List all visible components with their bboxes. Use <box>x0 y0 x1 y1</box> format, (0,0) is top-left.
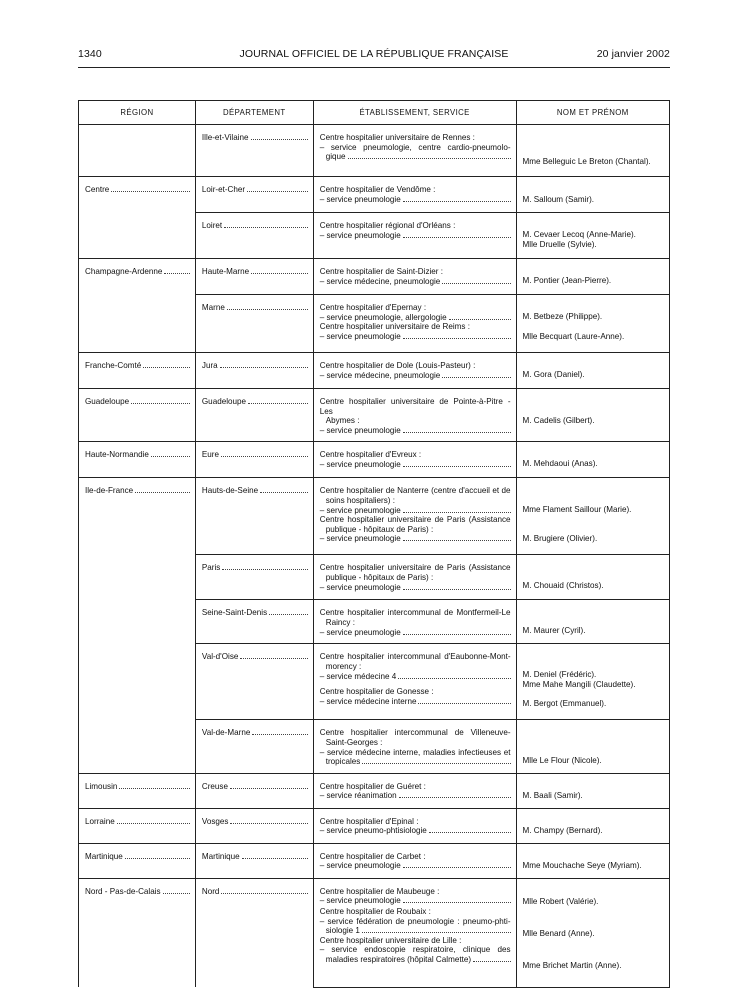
etablissement-cell <box>313 259 516 295</box>
departement-label: Loiret <box>201 221 223 230</box>
departement-label: Paris <box>201 563 221 573</box>
service-line: – service médecine interne, maladies infectieuses et <box>319 747 511 757</box>
departement-cell <box>195 773 313 808</box>
person-name: M. Maurer (Cyril). <box>522 626 586 636</box>
etablissement-line: publique - hôpitaux de Paris) : <box>325 524 434 534</box>
service-line: – service médecine 4 <box>319 671 397 681</box>
etablissement-line: Abymes : <box>325 416 360 426</box>
person-name: Mlle Becquart (Laure-Anne). <box>522 332 625 341</box>
etablissement-cell <box>313 295 516 353</box>
etablissement-line: Centre hospitalier universitaire de Paris (Assistance <box>319 515 511 525</box>
service-line: siologie 1 <box>325 926 360 936</box>
person-name: Mme Belleguic Le Breton (Chantal). <box>522 157 651 166</box>
table-row <box>79 478 670 555</box>
service-line: – service pneumologie, allergologie <box>319 312 447 322</box>
etablissement-cell <box>313 442 516 478</box>
etablissement-line: Centre hospitalier de Roubaix : <box>319 906 431 916</box>
etablissement-cell <box>313 843 516 878</box>
service-line: – service pneumologie <box>319 896 401 906</box>
departement-label: Vosges <box>201 816 229 826</box>
region-cell <box>79 808 196 843</box>
service-line: – service fédération de pneumologie : pneumo-phti- <box>319 916 511 926</box>
header-rule <box>78 67 670 68</box>
etablissement-line: Centre hospitalier d'Epernay : <box>319 303 427 312</box>
region-label: Nord - Pas-de-Calais <box>85 886 161 896</box>
person-name: M. Gora (Daniel). <box>522 370 585 379</box>
nom-cell <box>516 125 669 177</box>
region-label: Champagne-Ardenne <box>85 267 163 276</box>
person-name: Mme Brichet Martin (Anne). <box>522 960 622 970</box>
table-row <box>79 878 670 987</box>
etablissement-cell <box>313 389 516 442</box>
service-line: – service pneumologie <box>319 194 401 204</box>
col-header-departement: DÉPARTEMENT <box>195 101 313 125</box>
region-cell <box>79 843 196 878</box>
departement-cell <box>195 878 313 987</box>
etablissement-cell <box>313 600 516 644</box>
table-row <box>79 259 670 295</box>
service-line: – service médecine interne <box>319 696 417 706</box>
person-name: Mlle Druelle (Sylvie). <box>522 240 597 249</box>
departement-label: Creuse <box>201 781 228 791</box>
etablissement-line: Centre hospitalier d'Epinal : <box>319 816 419 826</box>
region-label: Franche-Comté <box>85 361 142 370</box>
etablissement-line: Centre hospitalier de Nanterre (centre d'accueil et de <box>319 486 511 496</box>
person-name: M. Pontier (Jean-Pierre). <box>522 276 612 285</box>
person-name: M. Deniel (Frédéric). <box>522 670 597 680</box>
service-line: – service pneumologie <box>319 505 401 515</box>
etablissement-cell <box>313 555 516 600</box>
region-cell <box>79 125 196 177</box>
etablissement-line: Centre hospitalier universitaire de Lille : <box>319 935 462 945</box>
nom-cell <box>516 720 669 773</box>
nom-cell <box>516 213 669 259</box>
departement-cell <box>195 353 313 389</box>
etablissement-cell <box>313 878 516 987</box>
service-line: – service endoscopie respiratoire, clinique des <box>319 945 511 955</box>
etablissement-cell <box>313 478 516 555</box>
etablissement-cell <box>313 773 516 808</box>
table-row <box>79 125 670 177</box>
etablissement-line: Centre hospitalier intercommunal de Montfermeil-Le <box>319 608 511 618</box>
region-cell <box>79 389 196 442</box>
service-line: – service pneumologie <box>319 331 401 341</box>
nom-cell <box>516 478 669 555</box>
service-line: – service pneumologie <box>319 459 401 469</box>
departement-cell <box>195 213 313 259</box>
person-name: M. Baali (Samir). <box>522 790 583 800</box>
departement-label: Loir-et-Cher <box>201 185 246 194</box>
service-line: – service médecine, pneumologie <box>319 370 441 380</box>
publication-date: 20 janvier 2002 <box>596 48 670 60</box>
person-name: M. Betbeze (Philippe). <box>522 312 603 321</box>
departement-cell <box>195 125 313 177</box>
departement-label: Marne <box>201 303 225 312</box>
nom-cell <box>516 389 669 442</box>
service-line: maladies respiratoires (hôpital Calmette) <box>325 954 472 964</box>
nom-cell <box>516 843 669 878</box>
service-line: – service réanimation <box>319 791 397 801</box>
etablissement-line: Centre hospitalier de Vendôme : <box>319 185 436 194</box>
etablissement-cell <box>313 177 516 213</box>
person-name: Mme Mahe Mangili (Claudette). <box>522 680 636 690</box>
departement-cell <box>195 177 313 213</box>
table-row <box>79 843 670 878</box>
nom-cell <box>516 644 669 720</box>
region-cell <box>79 177 196 259</box>
departement-cell <box>195 644 313 720</box>
etablissement-cell <box>313 353 516 389</box>
table-row <box>79 808 670 843</box>
table-row <box>79 177 670 213</box>
region-label: Guadeloupe <box>85 397 130 406</box>
region-label: Haute-Normandie <box>85 450 149 460</box>
etablissement-cell <box>313 125 516 177</box>
region-cell <box>79 442 196 478</box>
departement-label: Martinique <box>201 851 240 861</box>
person-name: M. Salloum (Samir). <box>522 195 595 204</box>
departement-cell <box>195 478 313 555</box>
etablissement-cell <box>313 720 516 773</box>
nom-cell <box>516 555 669 600</box>
col-header-nom: NOM ET PRÉNOM <box>516 101 669 125</box>
departement-label: Val-d'Oise <box>201 652 239 662</box>
page-number: 1340 <box>78 48 102 60</box>
person-name: M. Bergot (Emmanuel). <box>522 699 607 709</box>
region-label: Limousin <box>85 781 118 791</box>
etablissement-line: Saint-Georges : <box>325 737 383 747</box>
region-label: Martinique <box>85 851 123 861</box>
etablissement-cell <box>313 644 516 720</box>
service-line: – service pneumologie, centre cardio-pneumolo- <box>319 142 511 152</box>
region-cell <box>79 259 196 353</box>
nom-cell <box>516 177 669 213</box>
departement-label: Seine-Saint-Denis <box>201 608 268 618</box>
etablissement-line: Centre hospitalier de Carbet : <box>319 851 426 861</box>
service-line: – service pneumologie <box>319 230 401 240</box>
region-label: Ile-de-France <box>85 486 134 496</box>
departement-label: Hauts-de-Seine <box>201 486 259 496</box>
nom-cell <box>516 259 669 295</box>
departement-cell <box>195 389 313 442</box>
departement-label: Nord <box>201 886 220 896</box>
service-line: – service pneumologie <box>319 534 401 544</box>
person-name: M. Chouaid (Christos). <box>522 581 604 591</box>
etablissement-line: Centre hospitalier régional d'Orléans : <box>319 221 456 230</box>
departement-label: Haute-Marne <box>201 267 250 276</box>
departement-cell <box>195 720 313 773</box>
departement-label: Ille-et-Vilaine <box>201 133 249 142</box>
region-label: Lorraine <box>85 816 115 826</box>
person-name: M. Cevaer Lecoq (Anne-Marie). <box>522 230 636 239</box>
service-line: – service pneumo-phtisiologie <box>319 826 427 836</box>
etablissement-line: Centre hospitalier de Guéret : <box>319 781 426 791</box>
etablissement-line: Centre hospitalier universitaire de Pointe-à-Pitre - Les <box>319 397 511 416</box>
service-line: tropicales <box>325 757 361 767</box>
region-cell <box>79 878 196 987</box>
person-name: Mme Flament Saillour (Marie). <box>522 505 632 515</box>
etablissement-line: Raincy : <box>325 617 355 627</box>
nom-cell <box>516 773 669 808</box>
departement-cell <box>195 843 313 878</box>
nom-cell <box>516 353 669 389</box>
journal-title: JOURNAL OFFICIEL DE LA RÉPUBLIQUE FRANÇAISE <box>239 48 509 60</box>
table-row <box>79 442 670 478</box>
etablissement-line: Centre hospitalier de Gonesse : <box>319 687 434 697</box>
departement-cell <box>195 808 313 843</box>
etablissement-line: Centre hospitalier de Maubeuge : <box>319 886 440 896</box>
nom-cell <box>516 808 669 843</box>
etablissement-line: Centre hospitalier intercommunal de Villeneuve- <box>319 728 511 738</box>
table-row <box>79 389 670 442</box>
person-name: Mlle Robert (Valérie). <box>522 896 599 906</box>
etablissement-line: Centre hospitalier universitaire de Rennes : <box>319 133 475 142</box>
departement-label: Jura <box>201 361 218 370</box>
region-label: Centre <box>85 185 110 194</box>
etablissement-line: Centre hospitalier de Saint-Dizier : <box>319 267 443 276</box>
person-name: M. Champy (Bernard). <box>522 825 603 835</box>
departement-cell <box>195 442 313 478</box>
etablissement-line: Centre hospitalier d'Evreux : <box>319 450 422 460</box>
departement-cell <box>195 259 313 295</box>
etablissement-line: Centre hospitalier intercommunal d'Eaubonne-Mont- <box>319 652 511 662</box>
departement-label: Guadeloupe <box>201 397 246 406</box>
person-name: M. Brugiere (Olivier). <box>522 534 598 544</box>
region-cell <box>79 478 196 773</box>
etablissement-line: publique - hôpitaux de Paris) : <box>325 572 434 582</box>
service-line: – service pneumologie <box>319 861 401 871</box>
person-name: Mlle Benard (Anne). <box>522 928 595 938</box>
etablissement-line: Centre hospitalier universitaire de Paris (Assistance <box>319 563 511 573</box>
service-line: – service pneumologie <box>319 627 401 637</box>
departement-cell <box>195 295 313 353</box>
person-name: Mme Mouchache Seye (Myriam). <box>522 860 642 870</box>
service-line: – service pneumologie <box>319 582 401 592</box>
col-header-etablissement: ÉTABLISSEMENT, SERVICE <box>313 101 516 125</box>
departement-label: Val-de-Marne <box>201 728 251 738</box>
col-header-region: RÉGION <box>79 101 196 125</box>
nom-cell <box>516 600 669 644</box>
nom-cell <box>516 295 669 353</box>
region-cell <box>79 353 196 389</box>
person-name: M. Cadelis (Gilbert). <box>522 416 595 425</box>
appointments-table <box>78 100 670 988</box>
table-header-row <box>79 101 670 125</box>
etablissement-cell <box>313 213 516 259</box>
departement-label: Eure <box>201 450 219 460</box>
service-line: – service pneumologie <box>319 425 401 435</box>
table-row <box>79 773 670 808</box>
region-cell <box>79 773 196 808</box>
departement-cell <box>195 555 313 600</box>
etablissement-cell <box>313 808 516 843</box>
etablissement-line: morency : <box>325 661 362 671</box>
etablissement-line: soins hospitaliers) : <box>325 495 395 505</box>
table-row <box>79 353 670 389</box>
etablissement-line: Centre hospitalier universitaire de Reims : <box>319 322 470 332</box>
etablissement-line: Centre hospitalier de Dole (Louis-Pasteur) : <box>319 361 476 370</box>
nom-cell <box>516 878 669 987</box>
departement-cell <box>195 600 313 644</box>
service-line: gique <box>325 152 346 162</box>
person-name: M. Mehdaoui (Anas). <box>522 459 598 469</box>
nom-cell <box>516 442 669 478</box>
person-name: Mlle Le Flour (Nicole). <box>522 756 602 766</box>
service-line: – service médecine, pneumologie <box>319 276 441 286</box>
